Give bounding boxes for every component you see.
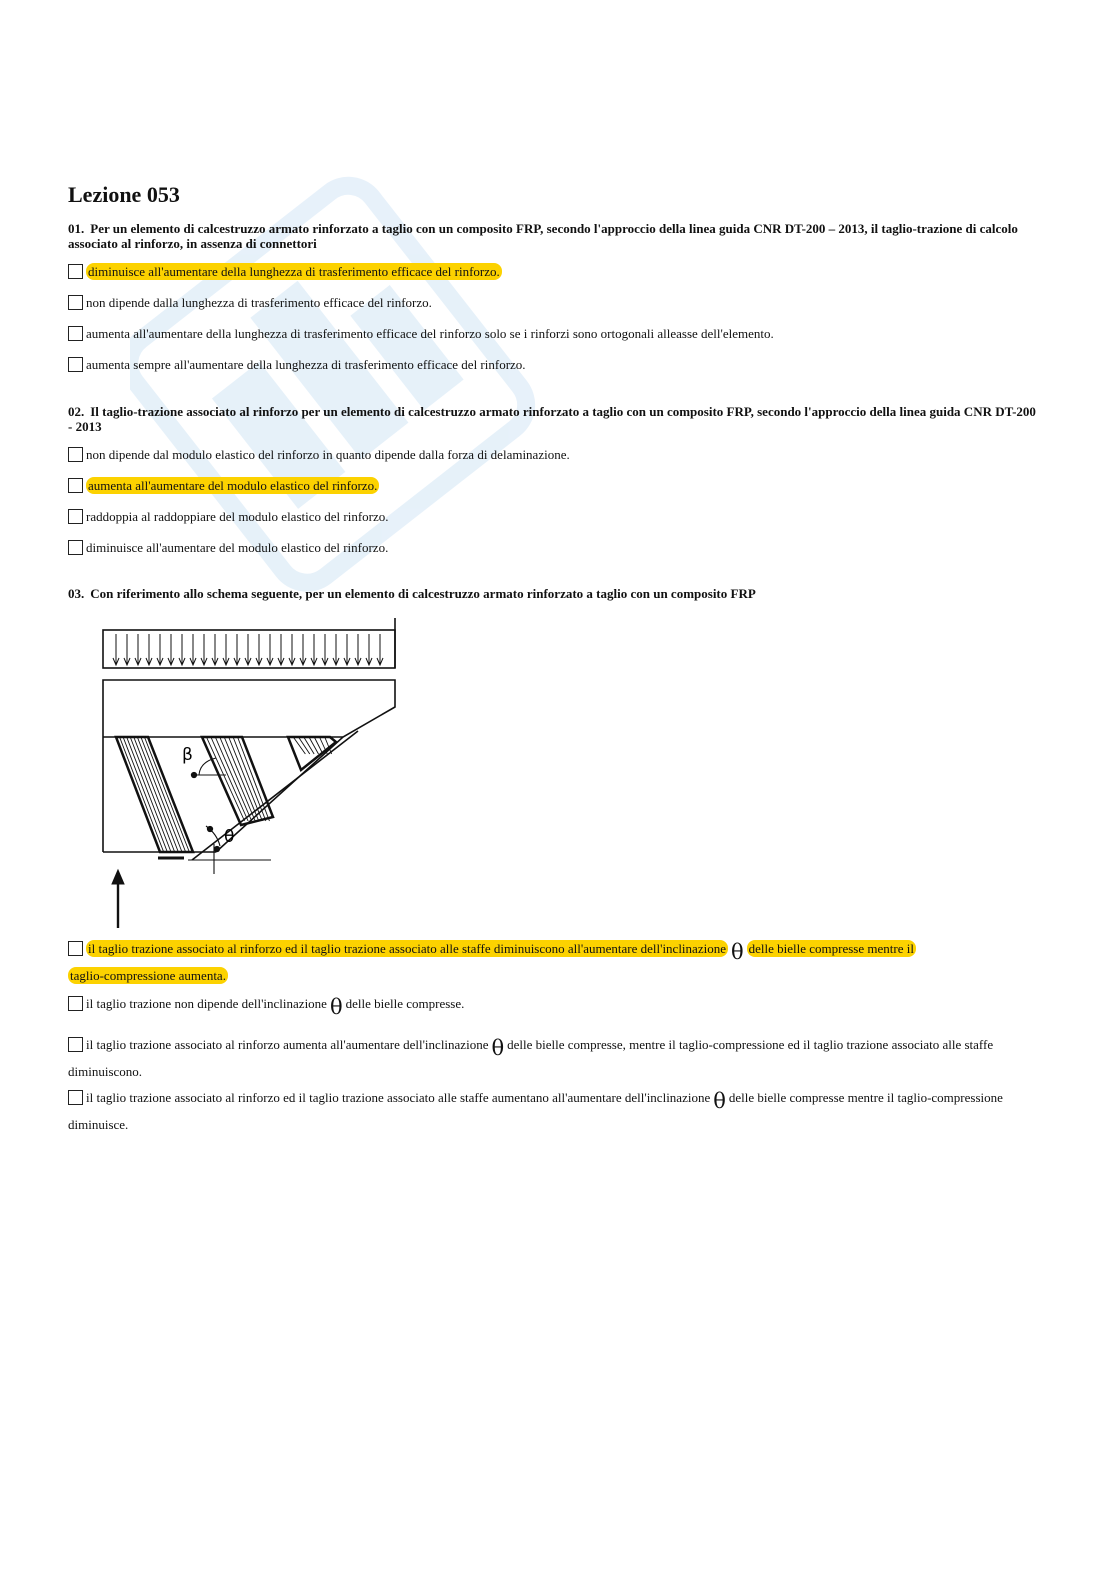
q3-option-4 — [68, 1086, 1043, 1137]
hatch-line — [304, 737, 314, 754]
q1-option-2 — [68, 292, 1043, 314]
q3-option-3 — [68, 1033, 1043, 1084]
answer-checkbox[interactable] — [68, 357, 83, 372]
option-text: raddoppia al raddoppiare del modulo elastico del rinforzo. — [86, 509, 389, 524]
answer-checkbox[interactable] — [68, 295, 83, 310]
option-text-after: delle bielle compresse, mentre il taglio-compressione ed il taglio trazione associato alle staffe diminuiscono. — [68, 1037, 994, 1079]
option-text-after: delle bielle compresse mentre il — [748, 941, 914, 956]
lesson-title: Lezione 053 — [68, 182, 180, 207]
answer-checkbox[interactable] — [68, 326, 83, 341]
option-text: il taglio trazione associato al rinforzo ed il taglio trazione associato alle staffe aumentano all'aumentare dell'inclinazione — [86, 1090, 711, 1105]
hatch-line — [127, 737, 171, 852]
hatch-line — [309, 737, 319, 754]
answer-checkbox[interactable] — [68, 540, 83, 555]
answer-checkbox[interactable] — [68, 478, 83, 493]
option-text: non dipende dalla lunghezza di trasferimento efficace del rinforzo. — [86, 295, 432, 310]
question-1 — [68, 221, 1043, 251]
option-text: il taglio trazione non dipende dell'inclinazione — [86, 996, 327, 1011]
option-text-after: delle bielle compresse mentre il taglio-compressione diminuisce. — [68, 1090, 1003, 1132]
question-text: Con riferimento allo schema seguente, per un elemento di calcestruzzo armato rinforzato a taglio con un composito FRP — [90, 586, 756, 601]
theta-label: θ — [224, 827, 235, 847]
answer-checkbox[interactable] — [68, 1090, 83, 1105]
theta-symbol: θ — [713, 1089, 726, 1113]
option-text: diminuisce all'aumentare della lunghezza di trasferimento efficace del rinforzo. — [88, 264, 500, 279]
theta-angle-marker — [206, 826, 220, 874]
answer-checkbox[interactable] — [68, 264, 83, 279]
reaction-arrow — [112, 870, 124, 928]
q2-option-4 — [68, 537, 1043, 559]
option-text: diminuisce all'aumentare del modulo elastico del rinforzo. — [86, 540, 389, 555]
question-number: 02. — [68, 404, 85, 419]
q1-option-3 — [68, 323, 1043, 345]
question-3 — [68, 586, 1043, 601]
load-arrows — [113, 634, 383, 665]
question-number: 03. — [68, 586, 85, 601]
question-number: 01. — [68, 221, 85, 236]
q1-option-1 — [68, 261, 1043, 283]
option-text-continued: taglio-compressione aumenta. — [70, 968, 226, 983]
hatch-line — [120, 737, 164, 852]
option-text-after: delle bielle compresse. — [345, 996, 465, 1011]
q3-option-1 — [68, 937, 1043, 988]
q2-option-1 — [68, 444, 1043, 466]
theta-symbol: θ — [329, 995, 343, 1019]
option-text: il taglio trazione associato al rinforzo ed il taglio trazione associato alle staffe diminuiscono all'aumentare dell'inclinazione — [88, 941, 726, 956]
hatch-line — [141, 737, 186, 852]
hatch-line — [293, 737, 305, 754]
question-2 — [68, 404, 1043, 434]
q2-option-3 — [68, 506, 1043, 528]
q3-option-2 — [68, 992, 1043, 1019]
answer-checkbox[interactable] — [68, 941, 83, 956]
option-text: il taglio trazione associato al rinforzo aumenta all'aumentare dell'inclinazione — [86, 1037, 489, 1052]
option-text: non dipende dal modulo elastico del rinforzo in quanto dipende dalla forza di delaminazione. — [86, 447, 570, 462]
answer-checkbox[interactable] — [68, 509, 83, 524]
hatch-line — [314, 737, 323, 754]
option-text: aumenta sempre all'aumentare della lunghezza di trasferimento efficace del rinforzo. — [86, 357, 526, 372]
question-text: Per un elemento di calcestruzzo armato rinforzato a taglio con un composito FRP, secondo l'approccio della linea guida CNR DT-200 – 2013, il taglio-trazione di calcolo associato al rinforzo, in assenza di connettori — [68, 221, 1018, 251]
option-text: aumenta all'aumentare del modulo elastico del rinforzo. — [88, 478, 378, 493]
answer-checkbox[interactable] — [68, 996, 83, 1011]
q1-option-4 — [68, 354, 1043, 376]
theta-symbol: θ — [730, 940, 744, 964]
answer-checkbox[interactable] — [68, 447, 83, 462]
beta-label: β — [182, 745, 193, 765]
question-text: Il taglio-trazione associato al rinforzo per un elemento di calcestruzzo armato rinforzato a taglio con un composito FRP, secondo l'approccio della linea guida CNR DT-200 - 2013 — [68, 404, 1036, 434]
frp-beam-diagram — [96, 612, 416, 934]
theta-symbol: θ — [491, 1036, 505, 1060]
option-text: aumenta all'aumentare della lunghezza di trasferimento efficace del rinforzo solo se i rinforzi sono ortogonali alleasse dell'elemento. — [86, 326, 774, 341]
hatch-line — [299, 737, 310, 754]
hatch-line — [123, 737, 167, 852]
hatch-line — [137, 737, 182, 852]
answer-checkbox[interactable] — [68, 1037, 83, 1052]
q2-option-2 — [68, 475, 1043, 497]
